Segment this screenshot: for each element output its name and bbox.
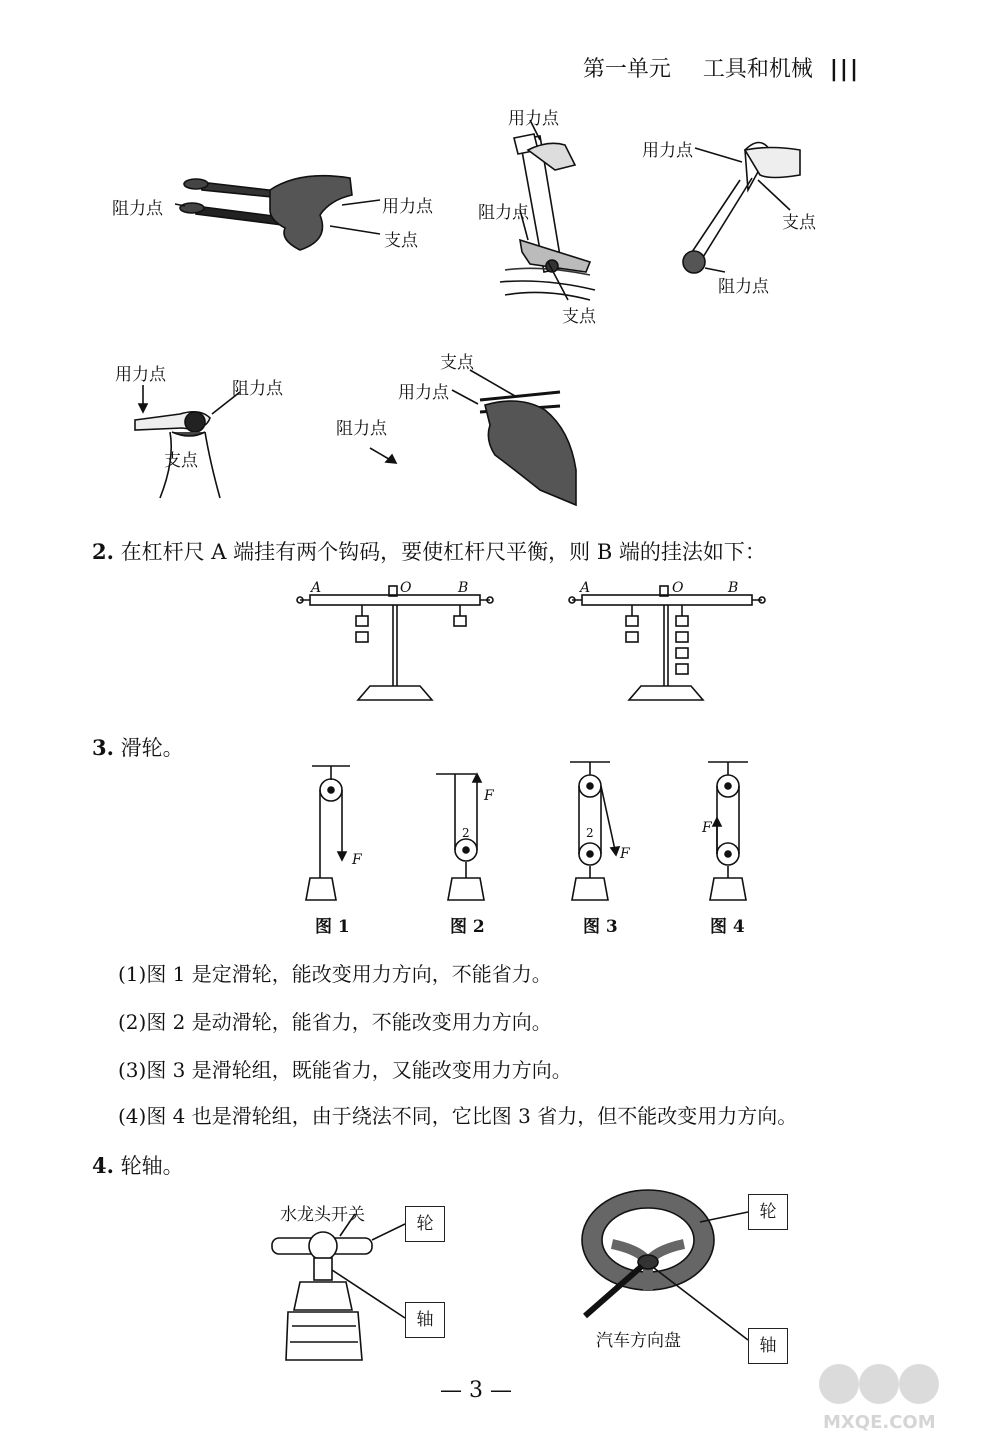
unit-label: 第一单元 — [582, 57, 671, 82]
caption-fig1: 图 1 — [315, 917, 350, 937]
pulley-item-3: (3)图 3 是滑轮组，既能省力，又能改变用力方向。 — [118, 1058, 572, 1082]
unit-title: 工具和机械 — [702, 57, 813, 82]
section-4-heading — [92, 1150, 184, 1180]
pulley-fig2 — [436, 774, 484, 900]
faucet-title: 水龙头开关 — [280, 1205, 365, 1225]
faucet-wheel-box: 轮 — [405, 1206, 445, 1242]
section-3-heading — [92, 732, 184, 762]
steering-wheel-box: 轮 — [748, 1194, 788, 1230]
chopsticks-fulcrum-label: 支点 — [440, 353, 474, 373]
watermark-text: MXQE.COM — [823, 1412, 936, 1433]
section-4-number: 4. — [92, 1153, 114, 1178]
pulley-item-1: (1)图 1 是定滑轮，能改变用力方向，不能省力。 — [118, 962, 552, 986]
opener-resistance-label: 阻力点 — [232, 379, 283, 399]
tweezers-resistance-label: 阻力点 — [112, 199, 163, 219]
nutcracker-resistance-label: 阻力点 — [718, 277, 769, 297]
unit-mark: ||| — [829, 57, 860, 82]
chopsticks-resistance-label: 阻力点 — [336, 419, 387, 439]
caption-fig3: 图 3 — [583, 917, 618, 937]
section-4-text: 轮轴。 — [120, 1154, 184, 1178]
caption-fig2: 图 2 — [450, 917, 485, 937]
page-number: — 3 — — [440, 1378, 512, 1403]
steering-figure — [582, 1190, 748, 1340]
opener-figure — [135, 385, 240, 498]
steering-axle-box: 轴 — [748, 1328, 788, 1364]
pulley4-force: F — [702, 820, 712, 836]
pulley3-force: F — [620, 846, 630, 862]
faucet-figure — [272, 1214, 405, 1360]
hammer-resistance-label: 阻力点 — [478, 203, 529, 223]
section-2-number: 2. — [92, 539, 114, 564]
pulley-item-4: (4)图 4 也是滑轮组，由于绕法不同，它比图 3 省力，但不能改变用力方向。 — [118, 1104, 798, 1128]
pulley-item-2: (2)图 2 是动滑轮，能省力，不能改变用力方向。 — [118, 1010, 552, 1034]
hammer-fulcrum-label: 支点 — [562, 307, 596, 327]
lever-left-a: A — [311, 580, 322, 596]
section-2-heading — [92, 536, 766, 566]
section-2-text: 在杠杆尺 A 端挂有两个钩码，要使杠杆尺平衡，则 B 端的挂法如下： — [120, 540, 766, 564]
caption-fig4: 图 4 — [710, 917, 745, 937]
pulley2-rope-num: 2 — [462, 826, 470, 840]
section-3-number: 3. — [92, 735, 114, 760]
lever-left-o: O — [400, 580, 412, 596]
tweezers-fulcrum-label: 支点 — [384, 231, 418, 251]
nutcracker-fulcrum-label: 支点 — [782, 213, 816, 233]
pulley-fig1 — [306, 766, 350, 900]
nutcracker-effort-label: 用力点 — [642, 141, 693, 161]
lever-left-figure — [297, 586, 493, 700]
tweezers-effort-label: 用力点 — [382, 197, 433, 217]
pulley3-rope-num: 2 — [586, 826, 594, 840]
faucet-axle-box: 轴 — [405, 1302, 445, 1338]
pulley-fig3 — [570, 762, 619, 900]
lever-left-b: B — [458, 580, 469, 596]
watermark-logo — [815, 1358, 980, 1433]
chopsticks-effort-label: 用力点 — [398, 383, 449, 403]
lever-right-b: B — [728, 580, 739, 596]
lever-right-a: A — [580, 580, 591, 596]
pulley-fig4 — [708, 762, 748, 900]
opener-effort-label: 用力点 — [115, 365, 166, 385]
hammer-effort-label: 用力点 — [508, 109, 559, 129]
pulley2-force: F — [484, 788, 494, 804]
steering-title: 汽车方向盘 — [596, 1331, 681, 1351]
pulley1-force: F — [352, 852, 362, 868]
opener-fulcrum-label: 支点 — [164, 451, 198, 471]
tweezers-figure — [175, 176, 380, 250]
lever-right-figure — [569, 586, 765, 700]
lever-right-o: O — [672, 580, 684, 596]
section-3-text: 滑轮。 — [120, 736, 184, 760]
